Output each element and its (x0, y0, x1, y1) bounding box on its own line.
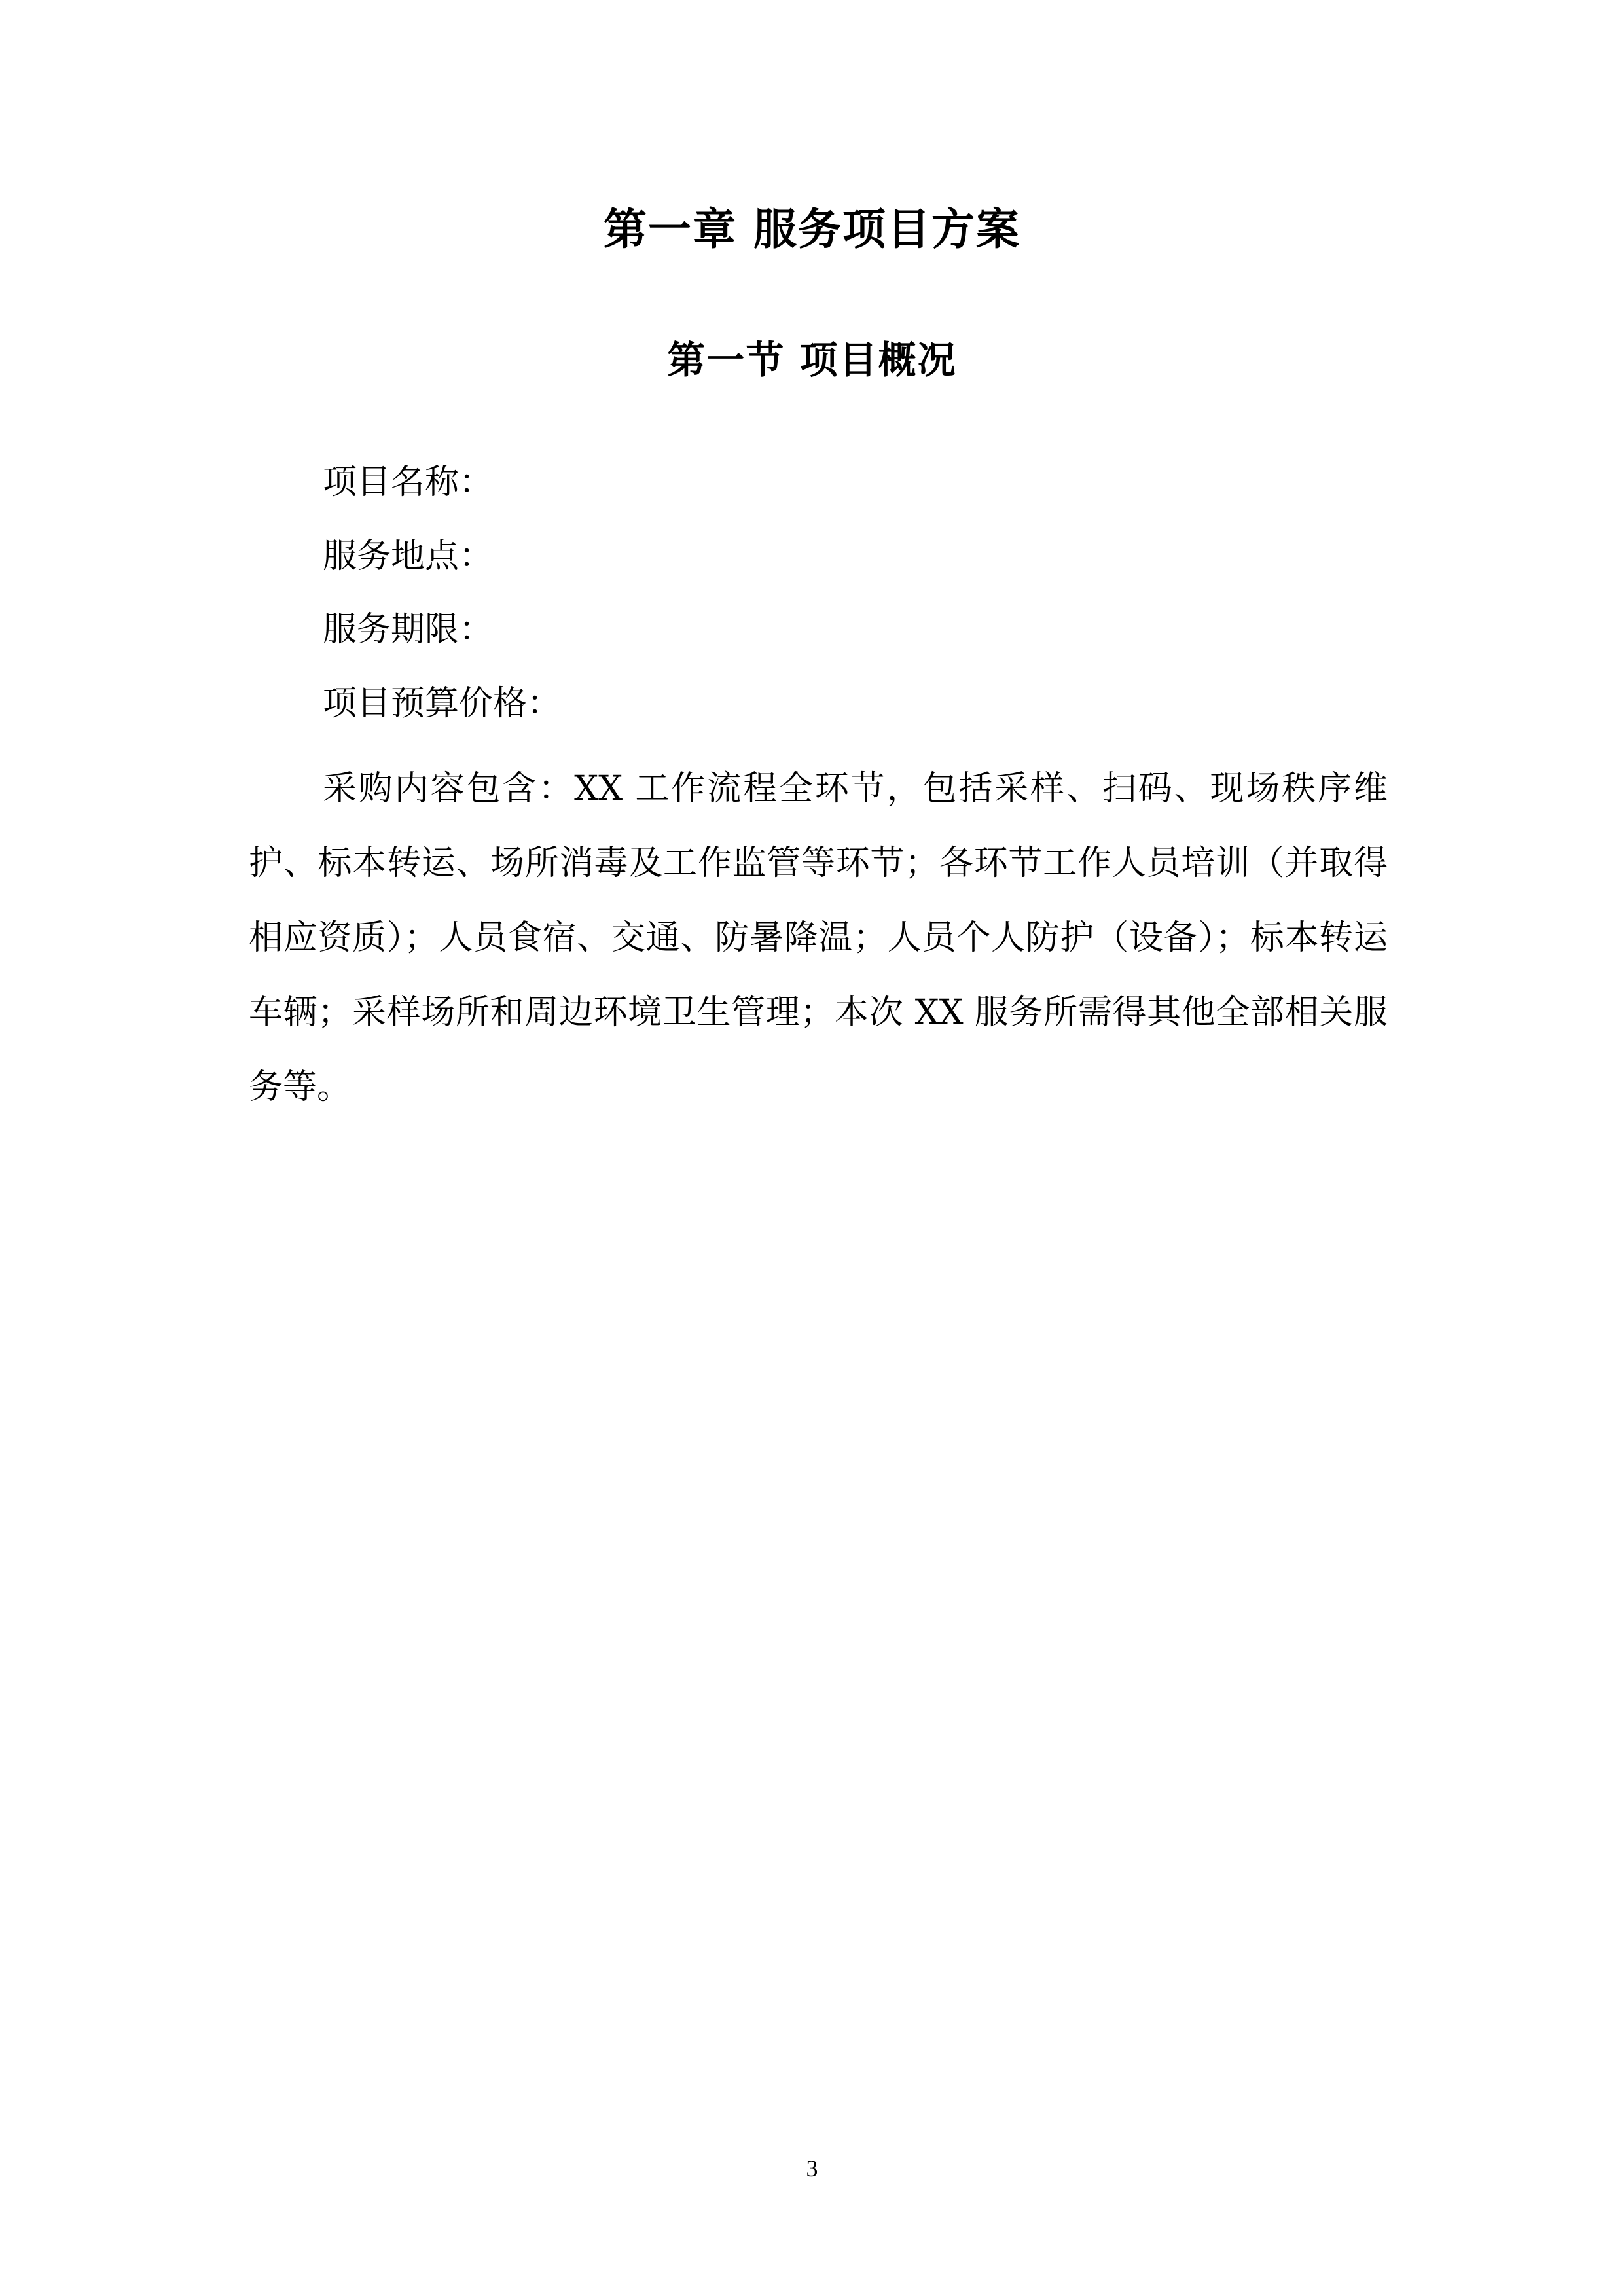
service-location-field: 服务地点： (323, 537, 494, 576)
service-period-field: 服务期限： (323, 610, 494, 649)
page-number: 3 (806, 2155, 818, 2181)
budget-price-field: 项目预算价格： (323, 684, 562, 723)
chapter-title: 第一章 服务项目方案 (604, 204, 1020, 255)
section-title: 第一节 项目概况 (667, 338, 957, 382)
procurement-content-paragraph: 采购内容包含：XX 工作流程全环节，包括采样、扫码、现场秩序维护、标本转运、场所消毒及工作监管等环节；各环节工作人员培训（并取得相应资质）；人员食宿、交通、防暑降温；人员个人防护（设备）；标本转运车辆；采样场所和周边环境卫生管理；本次 XX 服务所需得其他全部相关服务等。 (249, 769, 1388, 1107)
project-name-field: 项目名称： (323, 463, 494, 502)
